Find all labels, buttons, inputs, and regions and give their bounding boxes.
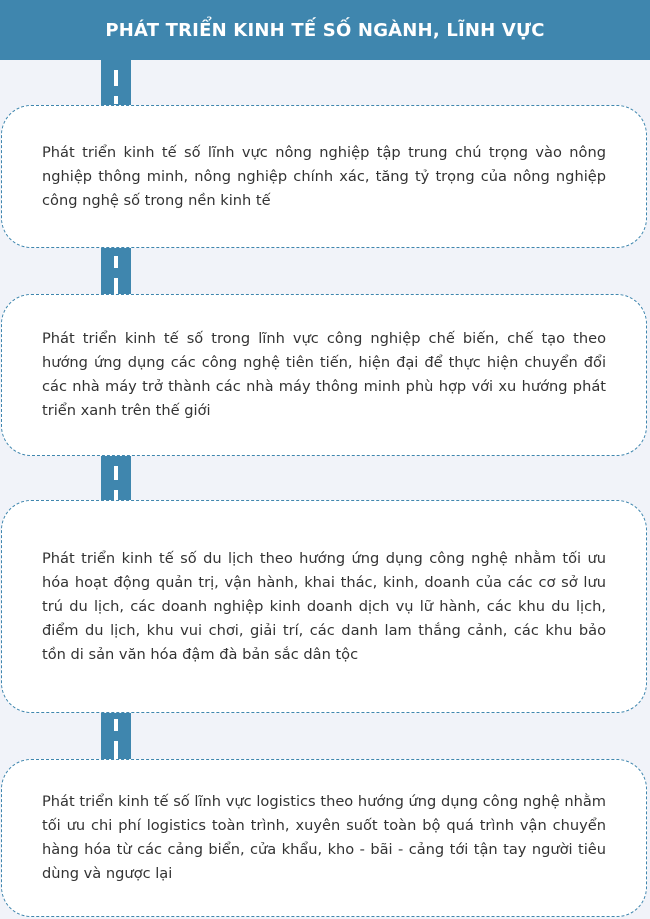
- connector-dash: [114, 256, 118, 268]
- info-card-tourism: [1, 500, 647, 713]
- page-title: PHÁT TRIỂN KINH TẾ SỐ NGÀNH, LĨNH VỰC: [105, 19, 545, 41]
- card-text: Phát triển kinh tế số lĩnh vực nông nghiệp tập trung chú trọng vào nông nghiệp thông minh, nông nghiệp chính xác, tăng tỷ trọng của nông nghiệp công nghệ số trong nền kinh tế: [42, 143, 606, 209]
- info-card-industry: [1, 294, 647, 456]
- connector-bar: [101, 60, 131, 106]
- info-card-agriculture: [1, 105, 647, 248]
- connector-dash: [114, 719, 118, 731]
- connector-dash: [114, 96, 118, 104]
- connector-dash: [114, 278, 118, 295]
- connector-bar: [101, 456, 131, 501]
- card-text: Phát triển kinh tế số trong lĩnh vực công nghiệp chế biến, chế tạo theo hướng ứng dụng các công nghệ tiên tiến, hiện đại để thực hiện chuyển đổi các nhà máy trở thành các nhà máy thông minh phù hợp với xu hướng phát triển xanh trên thế giới: [42, 330, 606, 419]
- connector-dash: [114, 741, 118, 760]
- card-text: Phát triển kinh tế số lĩnh vực logistics theo hướng ứng dụng công nghệ nhằm tối ưu chi phí logistics toàn trình, xuyên suốt toàn bộ quá trình vận chuyển hàng hóa từ các cảng biển, cửa khẩu, kho - bãi - cảng tới tận tay người tiêu dùng và ngược lại: [42, 793, 606, 882]
- connector-dash: [114, 70, 118, 86]
- info-card-logistics: [1, 759, 647, 917]
- connector-dash: [114, 466, 118, 480]
- connector-bar: [101, 713, 131, 760]
- card-text: Phát triển kinh tế số du lịch theo hướng ứng dụng công nghệ nhằm tối ưu hóa hoạt động quản trị, vận hành, khai thác, kinh, doanh của các cơ sở lưu trú du lịch, các doanh nghiệp kinh doanh dịch vụ lữ hành, các khu du lịch, điểm du lịch, khu vui chơi, giải trí, các danh lam thắng cảnh, các khu bảo tồn di sản văn hóa đậm đà bản sắc dân tộc: [42, 549, 606, 663]
- connector-bar: [101, 248, 131, 295]
- page-title-banner: [0, 0, 650, 60]
